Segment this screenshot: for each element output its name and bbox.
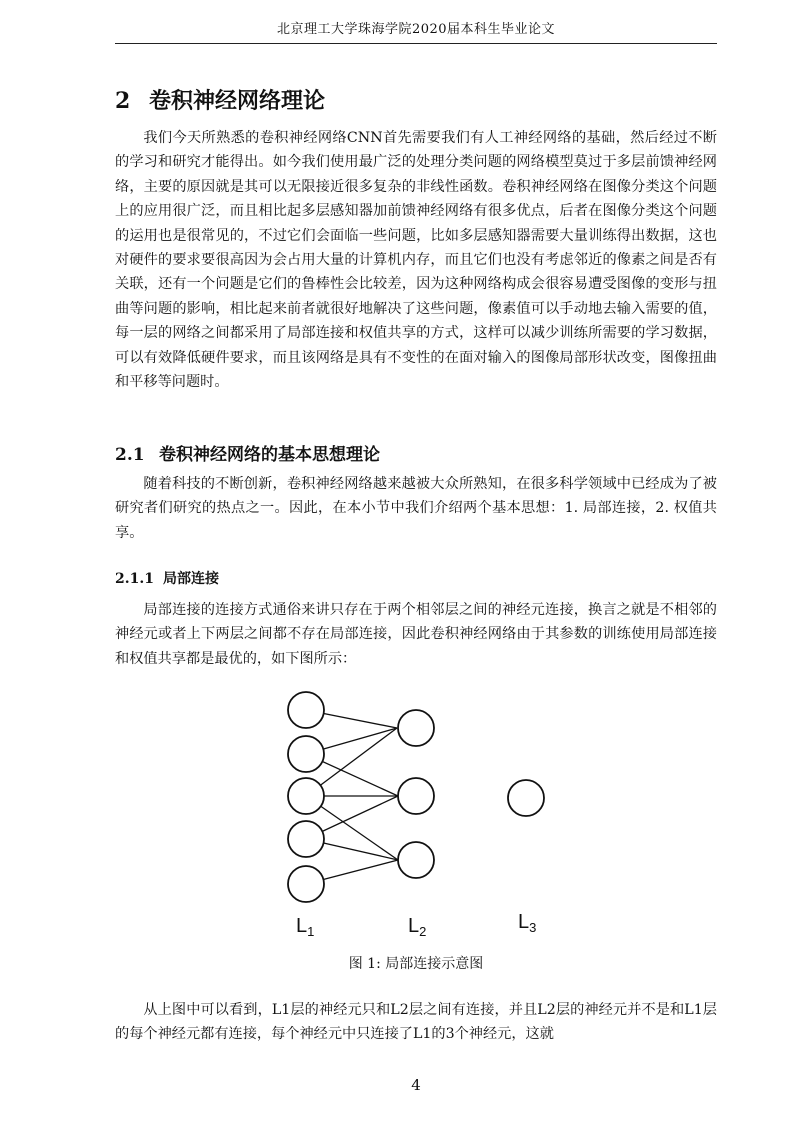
section-number: 2.1: [115, 445, 145, 465]
subsection-heading: [115, 568, 219, 588]
figure-discussion-paragraph: 从上图中可以看到，L1层的神经元只和L2层之间有连接，并且L2层的神经元并不是和L1层的每个神经元都有连接，每个神经元中只连接了L1的3个神经元，这就: [115, 1002, 717, 1043]
subsection-number: 2.1.1: [115, 571, 154, 587]
figure-caption: 图 1: 局部连接示意图: [348, 956, 484, 972]
section-title: 卷积神经网络的基本思想理论: [159, 445, 380, 465]
subsection-title: 局部连接: [163, 571, 219, 587]
l2-neuron: [398, 842, 434, 878]
chapter-number: 2: [115, 88, 131, 114]
l2-neuron: [398, 778, 434, 814]
layer-label-l2: $L_2$: [408, 915, 427, 938]
l2-neuron: [398, 710, 434, 746]
section-heading: [115, 440, 380, 465]
section-paragraph: 随着科技的不断创新，卷积神经网络越来越被大众所熟知，在很多科学领域中已经成为了被研究者们研究的热点之一。因此，在本小节中我们介绍两个基本思想：1. 局部连接，2. 权值共享。: [115, 476, 717, 541]
layer-label-l3: $L_3$: [518, 911, 537, 935]
l1-neuron: [288, 821, 324, 857]
chapter-title: 卷积神经网络理论: [149, 88, 326, 114]
l1-neuron: [288, 736, 324, 772]
subsection-paragraph: 局部连接的连接方式通俗来讲只存在于两个相邻层之间的神经元连接，换言之就是不相邻的神经元或者上下两层之间都不存在局部连接，因此卷积神经网络由于其参数的训练使用局部连接和权值共享都是最优的，如下图所示：: [115, 602, 717, 667]
l1-neuron: [288, 866, 324, 902]
running-header: 北京理工大学珠海学院2020届本科生毕业论文: [276, 22, 556, 37]
chapter-heading: [115, 84, 325, 115]
intro-paragraph: 我们今天所熟悉的卷积神经网络CNN首先需要我们有人工神经网络的基础，然后经过不断的学习和研究才能得出。如今我们使用最广泛的处理分类问题的网络模型莫过于多层前馈神经网络，主要的原因就是其可以无限接近很多复杂的非线性函数。卷积神经网络在图像分类这个问题上的应用很广泛，而且相比起多层感知器加前馈神经网络有很多优点，后者在图像分类这个问题的运用也是很常见的，不过它们会面临一些问题，比如多层感知器需要大量训练得出数据，这也对硬件的要求要很高因为会占用大量的计算机内存，而且它们也没有考虑邻近的像素之间是否有关联，还有一个问题是它们的鲁棒性会比较差，因为这种网络构成会很容易遭受图像的变形与扭曲等问题的影响，相比起来前者就很好地解决了这些问题，像素值可以手动地去输入需要的值，每一层的网络之间都采用了局部连接和权值共享的方式，这样可以减少训练所需要的学习数据，可以有效降低硬件要求，而且该网络是具有不变性的在面对输入的图像局部形状改变，图像扭曲和平移等问题时。: [115, 130, 717, 391]
l1-neuron: [288, 692, 324, 728]
l1-neuron: [288, 778, 324, 814]
layer-label-l1: $L_1$: [296, 915, 315, 938]
local-connection-diagram: [270, 676, 570, 938]
header-rule: [115, 43, 717, 44]
page-number: 4: [411, 1076, 421, 1094]
l3-neuron: [508, 780, 544, 816]
